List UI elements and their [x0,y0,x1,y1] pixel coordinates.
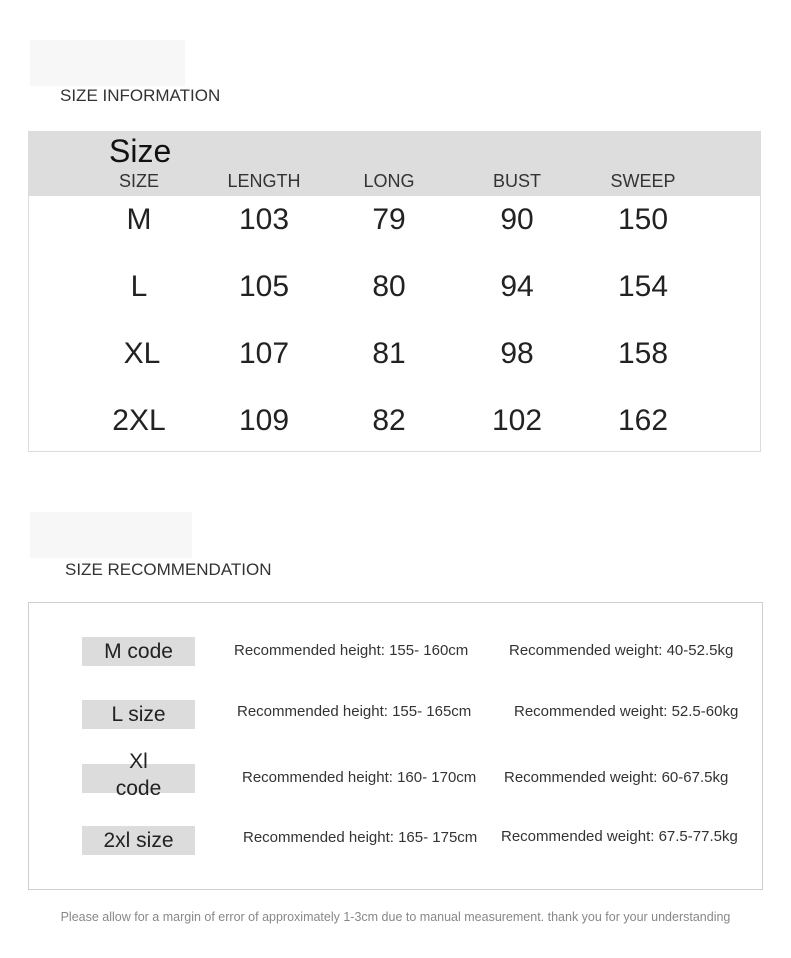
size-information-title: SIZE INFORMATION [60,86,221,105]
column-header-length: LENGTH [227,171,301,191]
size-label: M code [104,640,173,663]
table-row [29,332,760,399]
table-row [29,198,760,265]
size-cell: M [126,203,152,236]
length-cell: 105 [238,270,290,303]
table-row [29,399,760,466]
sweep-cell: 162 [617,404,669,437]
recommended-height: Recommended height: 160- 170cm [242,769,477,786]
column-header-size: SIZE [118,171,159,191]
size-label-line2: code [115,777,162,800]
column-header-bust: BUST [492,171,541,191]
sweep-cell: 150 [617,203,669,236]
size-label-line1: Xl [129,750,148,773]
table-row [29,265,760,332]
recommended-weight: Recommended weight: 52.5-60kg [514,703,739,720]
length-cell: 103 [238,203,290,236]
size-cell: 2XL [112,404,166,437]
sweep-cell: 154 [617,270,669,303]
long-cell: 82 [372,404,406,437]
length-cell: 109 [238,404,290,437]
size-label: 2xl size [103,829,174,852]
long-cell: 80 [372,270,406,303]
size-header-big-label: Size [109,133,172,169]
length-cell: 107 [238,337,290,370]
long-cell: 79 [372,203,406,236]
recommended-weight: Recommended weight: 67.5-77.5kg [501,828,738,845]
measurement-note: Please allow for a margin of error of approximately 1-3cm due to manual measurement. thank you for your understanding [60,910,731,924]
recommendation-box [28,602,763,890]
bust-cell: 98 [500,337,534,370]
bust-cell: 90 [500,203,534,236]
size-table-header [29,132,760,196]
column-header-long: LONG [363,171,415,191]
faded-header-block [30,40,185,86]
column-header-sweep: SWEEP [610,171,676,191]
recommended-weight: Recommended weight: 40-52.5kg [509,642,734,659]
sweep-cell: 158 [617,337,669,370]
size-label [82,749,195,803]
size-recommendation-title: SIZE RECOMMENDATION [65,560,272,579]
recommended-height: Recommended height: 165- 175cm [243,829,478,846]
recommended-weight: Recommended weight: 60-67.5kg [504,769,729,786]
size-table [28,131,761,452]
long-cell: 81 [372,337,406,370]
recommended-height: Recommended height: 155- 165cm [237,703,472,720]
size-cell: L [130,270,148,303]
size-cell: XL [123,337,161,370]
recommended-height: Recommended height: 155- 160cm [234,642,469,659]
size-label: L size [111,703,166,726]
bust-cell: 102 [491,404,543,437]
faded-header-block [30,512,192,558]
bust-cell: 94 [500,270,534,303]
